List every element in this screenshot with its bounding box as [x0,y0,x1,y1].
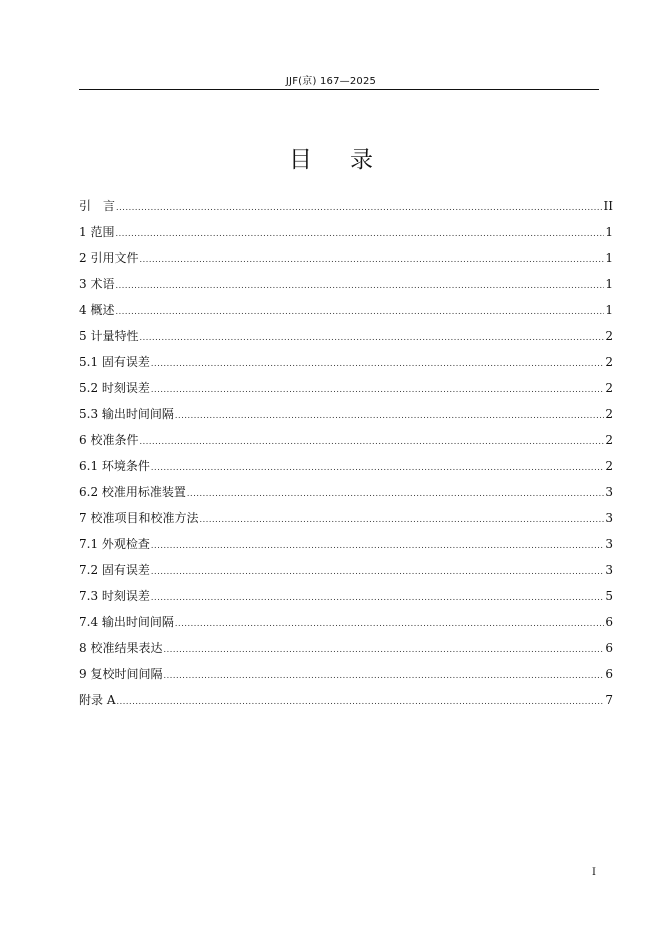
toc-entry-page: 1 [605,225,613,239]
toc-entry-page: 2 [605,381,613,395]
toc-entry-label: 5.2 时刻误差 [79,381,150,395]
toc-entry[interactable] [79,250,613,276]
toc-entry-page: 2 [605,355,613,369]
toc-entry-label: 4 概述 [79,303,115,317]
toc-entry[interactable] [79,380,613,406]
toc-entry[interactable] [79,328,613,354]
toc-entry-label: 5.1 固有误差 [79,355,150,369]
toc-title-char-1: 目 [289,147,312,173]
toc-title [0,143,662,177]
toc-entry-page: 2 [605,329,613,343]
toc-leader-dots [151,538,604,554]
toc-entry[interactable] [79,510,613,536]
toc-entry-page: 3 [605,563,613,577]
toc-entry-page: 6 [605,667,613,681]
toc-leader-dots [175,616,604,632]
toc-entry-label: 7.2 固有误差 [79,563,150,577]
toc-leader-dots [115,304,604,320]
toc-entry-label: 8 校准结果表达 [79,641,163,655]
toc-entry[interactable] [79,536,613,562]
toc-entry[interactable] [79,588,613,614]
toc-entry-page: 1 [605,277,613,291]
toc-leader-dots [151,382,604,398]
toc-leader-dots [116,200,603,216]
toc-entry[interactable] [79,640,613,666]
toc-leader-dots [139,252,604,268]
toc-entry[interactable] [79,354,613,380]
toc-entry-label: 3 术语 [79,277,115,291]
toc-entry-label: 7.4 输出时间间隔 [79,615,174,629]
toc-entry-label: 9 复校时间间隔 [79,667,163,681]
toc-entry-page: 6 [605,615,613,629]
toc-entry[interactable] [79,432,613,458]
toc-leader-dots [115,278,604,294]
table-of-contents [79,198,613,718]
toc-leader-dots [187,486,604,502]
toc-entry[interactable] [79,562,613,588]
toc-entry[interactable] [79,692,613,718]
toc-leader-dots [163,668,604,684]
toc-entry[interactable] [79,224,613,250]
toc-entry-page: 7 [605,693,613,707]
toc-entry-label: 7.3 时刻误差 [79,589,150,603]
toc-entry-label: 7 校准项目和校准方法 [79,511,199,525]
toc-entry-page: 3 [605,537,613,551]
toc-leader-dots [116,694,604,710]
header-rule [79,89,599,90]
document-code-header: JJF(京) 167—2025 [285,76,377,87]
toc-leader-dots [163,642,604,658]
toc-entry[interactable] [79,666,613,692]
toc-leader-dots [175,408,604,424]
toc-entry-page: II [603,199,613,213]
toc-entry-page: 3 [605,485,613,499]
toc-title-char-2: 录 [350,147,373,173]
page-number: I [592,867,596,878]
toc-entry-label: 6.2 校准用标准装置 [79,485,186,499]
toc-leader-dots [139,330,604,346]
toc-entry-page: 2 [605,459,613,473]
toc-leader-dots [151,590,604,606]
toc-entry-label: 附录 A [79,693,116,707]
toc-entry-page: 2 [605,407,613,421]
toc-entry[interactable] [79,458,613,484]
toc-entry[interactable] [79,484,613,510]
toc-entry-page: 5 [605,589,613,603]
toc-leader-dots [139,434,604,450]
toc-entry-page: 6 [605,641,613,655]
toc-entry-label: 7.1 外观检查 [79,537,150,551]
toc-entry-label: 6 校准条件 [79,433,139,447]
toc-entry[interactable] [79,276,613,302]
toc-entry-label: 6.1 环境条件 [79,459,150,473]
toc-entry-label: 5.3 输出时间间隔 [79,407,174,421]
toc-leader-dots [115,226,604,242]
toc-entry-page: 1 [605,251,613,265]
toc-entry[interactable] [79,302,613,328]
toc-entry-label: 2 引用文件 [79,251,139,265]
toc-entry[interactable] [79,614,613,640]
toc-entry[interactable] [79,406,613,432]
toc-entry-page: 2 [605,433,613,447]
toc-leader-dots [151,356,604,372]
toc-entry-label: 1 范围 [79,225,115,239]
toc-entry-page: 3 [605,511,613,525]
toc-entry-label: 引 言 [79,199,116,213]
toc-entry-label: 5 计量特性 [79,329,139,343]
toc-leader-dots [151,564,604,580]
toc-entry[interactable] [79,198,613,224]
toc-entry-page: 1 [605,303,613,317]
toc-leader-dots [151,460,604,476]
toc-leader-dots [199,512,604,528]
